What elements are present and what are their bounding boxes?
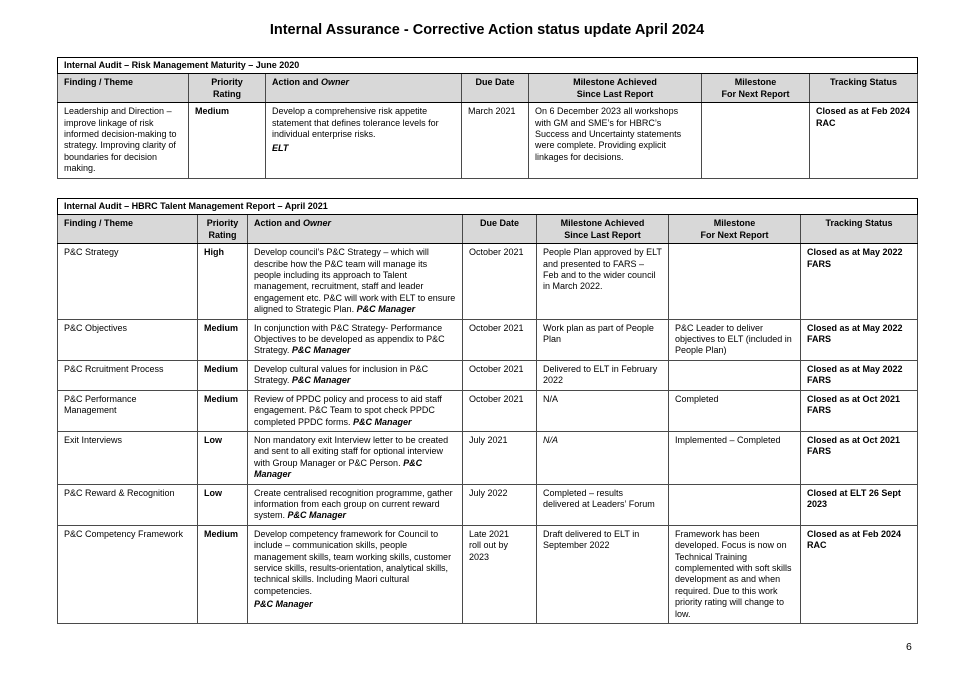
table-header-row — [58, 74, 918, 103]
table-row — [58, 525, 918, 623]
cell-priority: Medium — [198, 360, 248, 390]
cell-tracking-status: Closed as at May 2022 FARS — [801, 319, 918, 360]
cell-milestone-next: Implemented – Completed — [669, 431, 801, 484]
table-row — [58, 360, 918, 390]
cell-tracking-status: Closed as at Feb 2024 RAC — [801, 525, 918, 623]
table-row — [58, 431, 918, 484]
cell-finding: Leadership and Direction – improve linkage of risk informed decision-making to strategy. Improving clarity of boundaries for decision making. — [58, 103, 189, 178]
table-section-title-row — [58, 58, 918, 74]
cell-milestone-achieved: Work plan as part of People Plan — [537, 319, 669, 360]
action-text: Create centralised recognition programme, gather information from each group on current reward system. — [254, 487, 453, 521]
cell-milestone-achieved: N/A — [537, 431, 669, 484]
cell-due-date: July 2021 — [463, 431, 537, 484]
table-row — [58, 244, 918, 319]
table-header-row — [58, 215, 918, 244]
cell-due-date: October 2021 — [463, 390, 537, 431]
action-owner: P&C Manager — [353, 416, 412, 427]
risk-management-table — [57, 57, 918, 179]
action-text: Develop cultural values for inclusion in P&C Strategy. — [254, 363, 429, 386]
cell-action — [248, 484, 463, 525]
column-header-milestone-achieved: Milestone Achieved Since Last Report — [537, 215, 669, 244]
cell-finding: P&C Rcruitment Process — [58, 360, 198, 390]
cell-priority: Low — [198, 484, 248, 525]
cell-milestone-next: Completed — [669, 390, 801, 431]
action-owner: P&C Manager — [254, 457, 423, 480]
action-text: Non mandatory exit Interview letter to be created and sent to all exiting staff for optional interview with Group Manager or P&C Person. — [254, 434, 449, 468]
cell-finding: P&C Competency Framework — [58, 525, 198, 623]
cell-milestone-achieved: On 6 December 2023 all workshops with GM and SME’s for HBRC’s Success and Uncertainty statements were complete. Providing explicit linkages for decisions. — [529, 103, 702, 178]
action-owner: P&C Manager — [356, 304, 416, 315]
action-owner: P&C Manager — [287, 510, 347, 521]
cell-tracking-status: Closed as at May 2022 FARS — [801, 360, 918, 390]
cell-due-date: March 2021 — [462, 103, 529, 178]
talent-management-table — [57, 198, 918, 624]
cell-milestone-next: Framework has been developed. Focus is now on Technical Training complemented with soft skills development as and when required. Due to this work priority rating will change to low. — [669, 525, 801, 623]
cell-milestone-achieved: Completed – results delivered at Leaders’ Forum — [537, 484, 669, 525]
action-owner: P&C Manager — [291, 345, 351, 356]
column-header-due-date: Due Date — [463, 215, 537, 244]
column-header-tracking-status: Tracking Status — [810, 74, 918, 103]
column-header-tracking-status: Tracking Status — [801, 215, 918, 244]
cell-due-date: July 2022 — [463, 484, 537, 525]
action-text: Develop competency framework for Council to include – communication skills, people management skills, team working skills, customer service skills, results-orientation, analytical skills, technical skills. Including Maori cultural competencies. — [254, 528, 452, 596]
cell-tracking-status: Closed at ELT 26 Sept 2023 — [801, 484, 918, 525]
cell-priority: Medium — [198, 319, 248, 360]
column-header-priority: Priority Rating — [189, 74, 266, 103]
cell-milestone-achieved: N/A — [537, 390, 669, 431]
cell-due-date: October 2021 — [463, 244, 537, 319]
cell-action — [266, 103, 462, 178]
cell-milestone-next — [669, 484, 801, 525]
owner-label: Owner — [321, 77, 350, 88]
cell-action — [248, 525, 463, 623]
cell-tracking-status: Closed as at May 2022 FARS — [801, 244, 918, 319]
cell-milestone-next — [669, 360, 801, 390]
column-header-finding: Finding / Theme — [58, 215, 198, 244]
cell-milestone-next — [702, 103, 810, 178]
action-text: Review of PPDC policy and process to aid staff engagement. P&C Team to spot check PPDC completed PPDC forms. — [254, 393, 442, 427]
cell-tracking-status: Closed as at Oct 2021 FARS — [801, 390, 918, 431]
cell-tracking-status: Closed as at Oct 2021 FARS — [801, 431, 918, 484]
table-row — [58, 390, 918, 431]
column-header-action — [248, 215, 463, 244]
cell-finding: Exit Interviews — [58, 431, 198, 484]
column-header-due-date: Due Date — [462, 74, 529, 103]
column-header-finding: Finding / Theme — [58, 74, 189, 103]
action-text: In conjunction with P&C Strategy- Performance Objectives to be developed as appendix to P&C Strategy. — [254, 322, 445, 356]
table-row — [58, 319, 918, 360]
cell-finding: P&C Performance Management — [58, 390, 198, 431]
cell-due-date: October 2021 — [463, 319, 537, 360]
column-header-priority: Priority Rating — [198, 215, 248, 244]
cell-priority: High — [198, 244, 248, 319]
table-row — [58, 103, 918, 178]
cell-priority: Low — [198, 431, 248, 484]
cell-action — [248, 244, 463, 319]
action-text: Develop council’s P&C Strategy – which will describe how the P&C team will manage its people including its approach to Talent management, recruitment, staff and leader engagement etc. P&C will work with ELT to ensure aligned to Strategic Plan. — [254, 247, 456, 315]
action-owner: P&C Manager — [254, 599, 313, 610]
cell-action — [248, 360, 463, 390]
table-section-title-row — [58, 199, 918, 215]
cell-finding: P&C Reward & Recognition — [58, 484, 198, 525]
cell-priority: Medium — [189, 103, 266, 178]
column-header-action — [266, 74, 462, 103]
cell-action — [248, 319, 463, 360]
action-owner: ELT — [272, 143, 289, 154]
column-header-milestone-next: Milestone For Next Report — [702, 74, 810, 103]
table-row — [58, 484, 918, 525]
section-title: Internal Audit – Risk Management Maturity – June 2020 — [58, 58, 918, 74]
cell-milestone-next — [669, 244, 801, 319]
section-title: Internal Audit – HBRC Talent Management Report – April 2021 — [58, 199, 918, 215]
action-owner: P&C Manager — [291, 375, 351, 386]
cell-milestone-achieved: People Plan approved by ELT and presented to FARS – Feb and to the wider council in March 2022. — [537, 244, 669, 319]
column-header-milestone-achieved: Milestone Achieved Since Last Report — [529, 74, 702, 103]
cell-finding: P&C Strategy — [58, 244, 198, 319]
cell-finding: P&C Objectives — [58, 319, 198, 360]
cell-tracking-status: Closed as at Feb 2024 RAC — [810, 103, 918, 178]
action-label: Action and — [272, 77, 319, 88]
cell-due-date: October 2021 — [463, 360, 537, 390]
cell-priority: Medium — [198, 390, 248, 431]
cell-action — [248, 431, 463, 484]
cell-milestone-achieved: Draft delivered to ELT in September 2022 — [537, 525, 669, 623]
page-number: 6 — [906, 641, 912, 653]
action-text: Develop a comprehensive risk appetite statement that defines tolerance levels for individual enterprise risks. — [272, 106, 439, 140]
cell-action — [248, 390, 463, 431]
cell-priority: Medium — [198, 525, 248, 623]
cell-milestone-next: P&C Leader to deliver objectives to ELT (included in People Plan) — [669, 319, 801, 360]
cell-milestone-achieved: Delivered to ELT in February 2022 — [537, 360, 669, 390]
column-header-milestone-next: Milestone For Next Report — [669, 215, 801, 244]
action-label: Action and — [254, 218, 301, 229]
cell-due-date: Late 2021 roll out by 2023 — [463, 525, 537, 623]
page-title: Internal Assurance - Corrective Action status update April 2024 — [269, 22, 705, 38]
owner-label: Owner — [303, 218, 332, 229]
